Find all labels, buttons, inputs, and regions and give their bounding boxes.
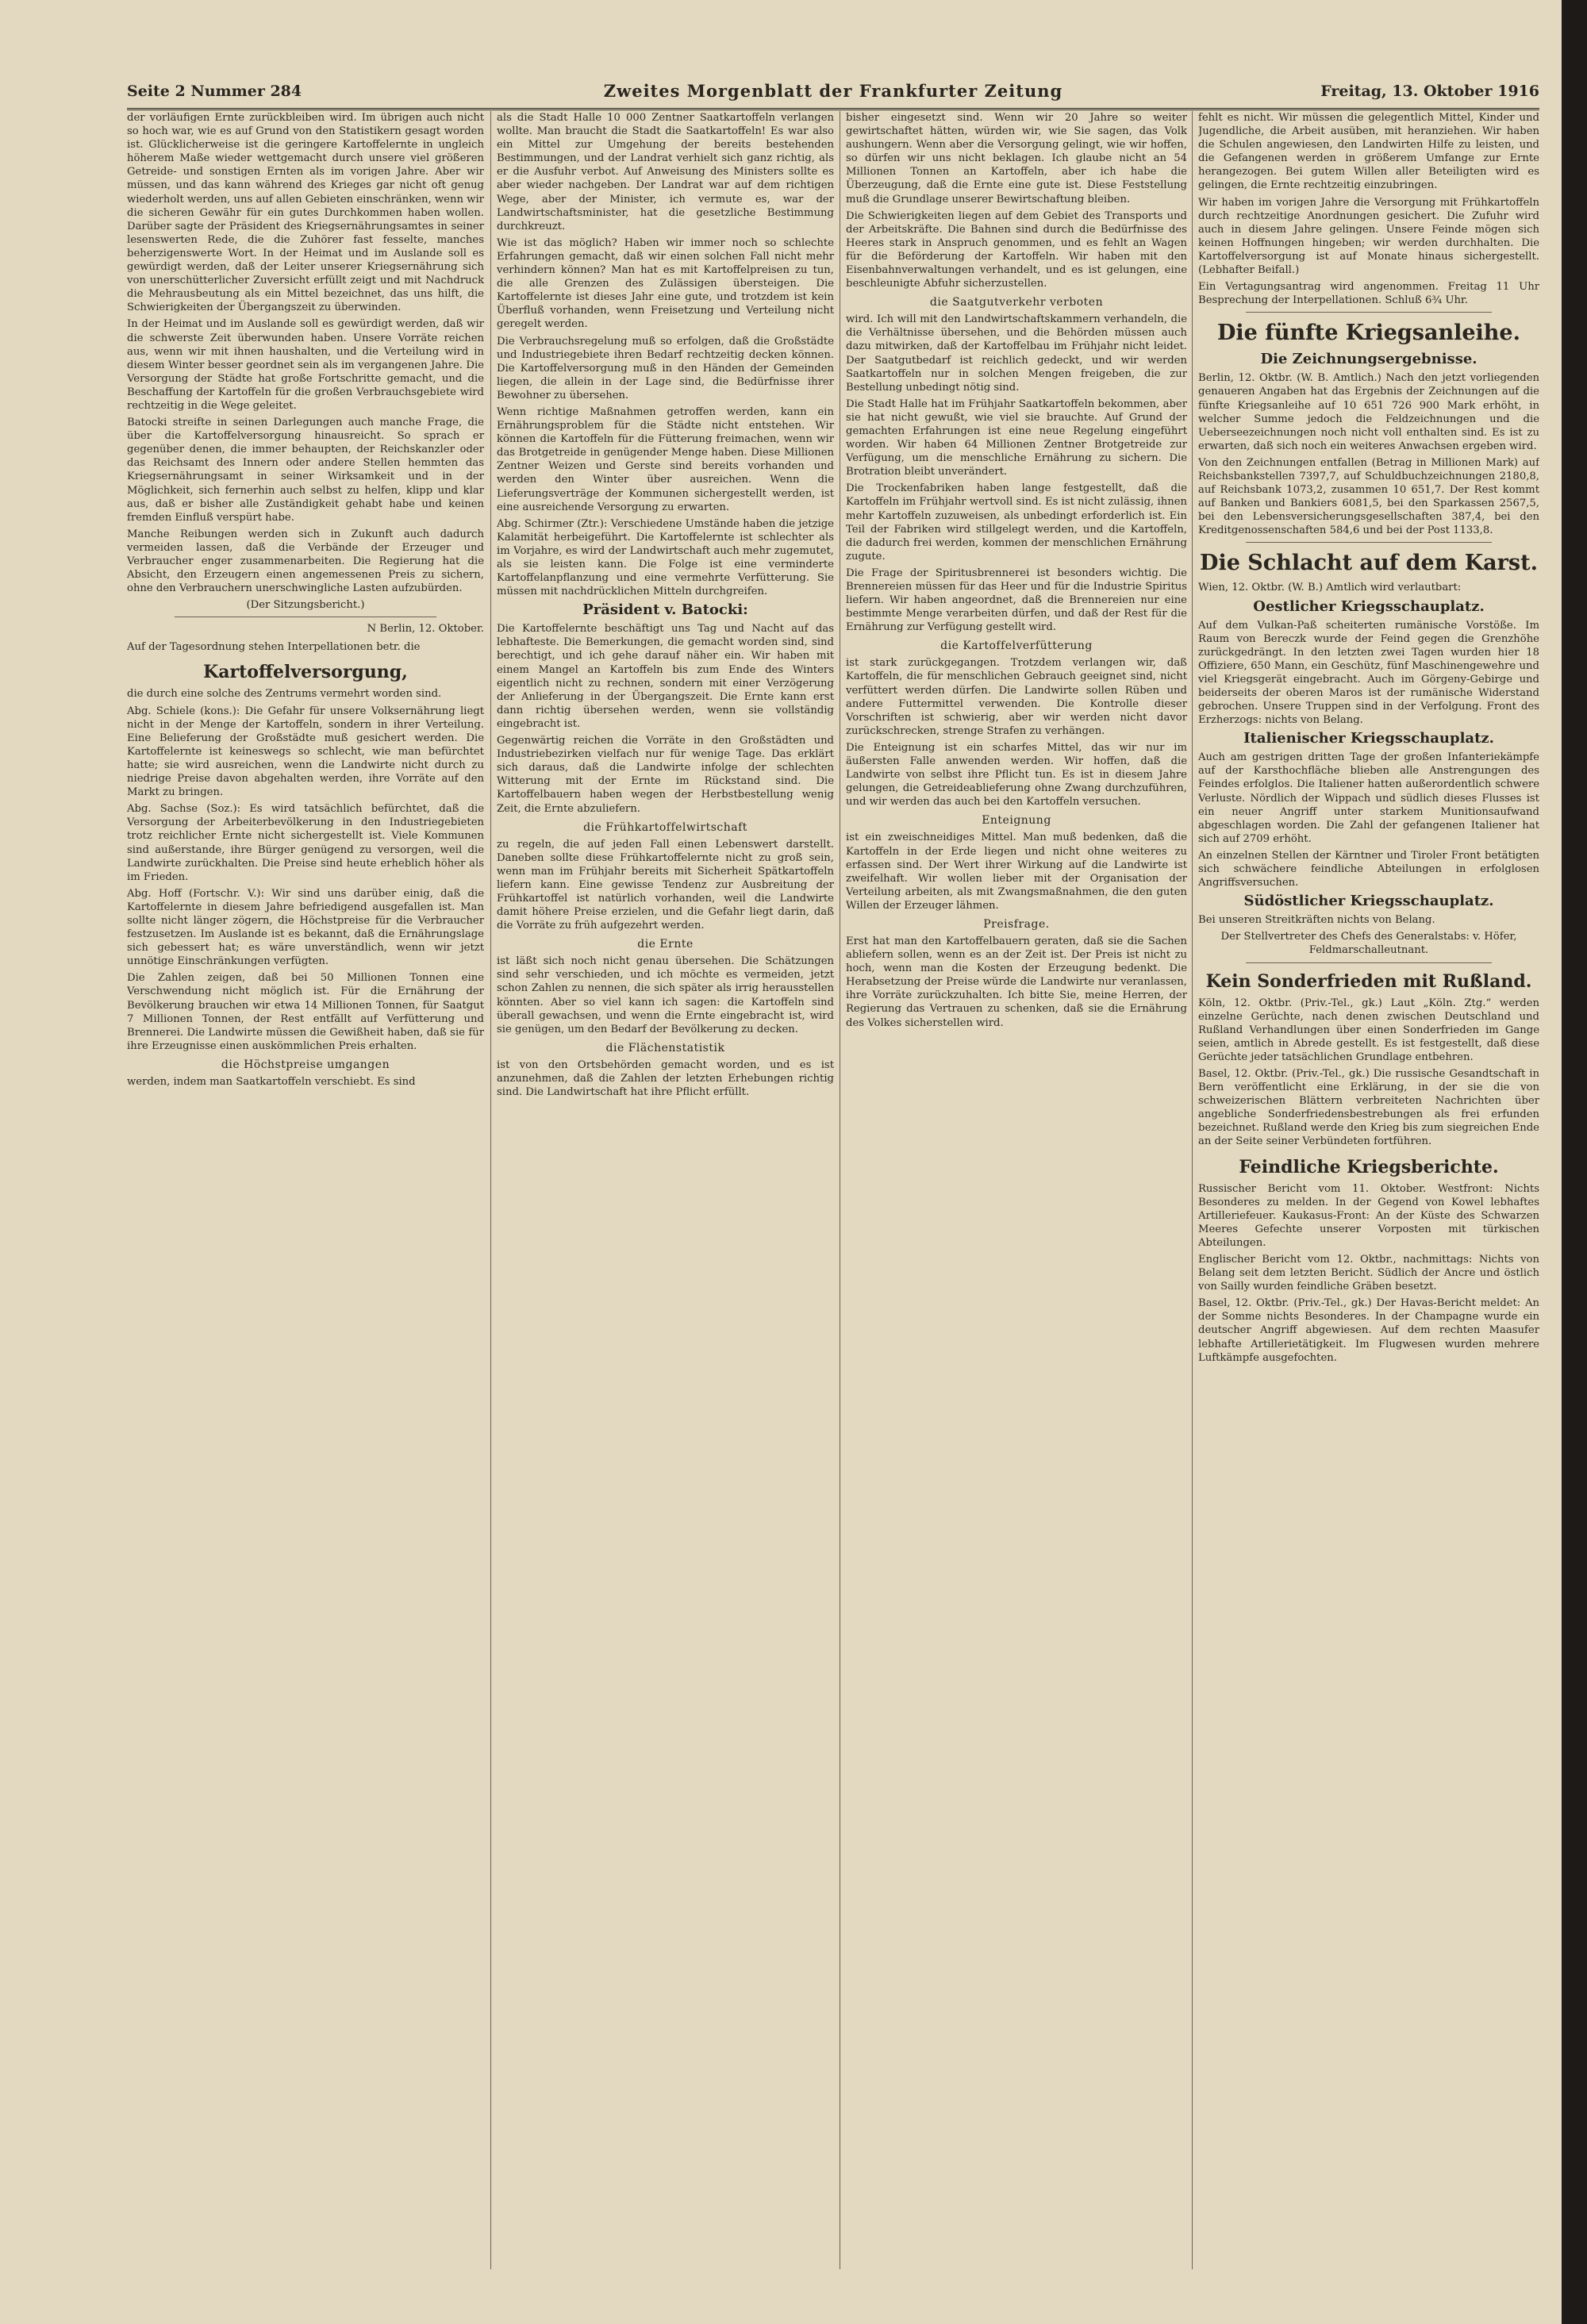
column-3 — [846, 111, 1187, 2269]
paragraph: bisher eingesetzt sind. Wenn wir 20 Jahre so weiter gewirtschaftet hätten, würden wir, wie Sie sagen, das Volk aushungern. Wenn aber die Versorgung gelingt, wie wir hoffen, so dürfen wir uns nicht beklagen. Ich glaube nicht an 54 Millionen Tonnen an Kartoffeln, aber ich habe die Überzeugung, daß die Ernte eine gute ist. Diese Feststellung muß die Grundlage unserer Bewirtschaftung bleiben. — [846, 112, 1187, 206]
paragraph: zu regeln, die auf jeden Fall einen Lebenswert darstellt. Daneben sollte diese Frühkartoffelernte nicht zu groß sein, wenn man im Frühjahr bereits mit Sicherheit Spätkartoffeln liefern kann. Eine gewisse Tendenz zur Ausbreitung der Frühkartoffel ist natürlich vorhanden, weil die Landwirte damit höhere Preise erzielen, und die Gefahr liegt darin, daß die Vorräte zu früh aufgezehrt werden. — [497, 838, 834, 932]
paragraph: Ein Vertagungsantrag wird angenommen. Freitag 11 Uhr Besprechung der Interpellationen. Schluß 6¾ Uhr. — [1198, 281, 1539, 307]
paragraph: Englischer Bericht vom 12. Oktbr., nachmittags: Nichts von Belang seit dem letzten Bericht. Südlich der Ancre und östlich von Sailly wurden feindliche Gräben besetzt. — [1198, 1254, 1539, 1293]
paragraph: Auch am gestrigen dritten Tage der großen Infanteriekämpfe auf der Karsthochfläche blieben alle Anstrengungen des Feindes erfolglos. Die Italiener hatten außerordentlich schwere Verluste. Nördlich der Wippach und südlich dieses Flusses ist ein neuer Angriff unter starkem Munitionsaufwand abgeschlagen worden. Die Zahl der gefangenen Italiener hat sich auf 2709 erhöht. — [1198, 751, 1539, 845]
article-headline: Die fünfte Kriegsanleihe. — [1216, 321, 1521, 346]
section-subheadline: Oestlicher Kriegsschauplatz. — [1253, 597, 1485, 615]
emphasis-line: Preisfrage. — [983, 917, 1050, 931]
paragraph: Auf dem Vulkan-Paß scheiterten rumänische Vorstöße. Im Raum von Bereczk wurde der Feind gegen die Grenzhöhe zurückgedrängt. In den letzten zwei Tagen wurden hier 18 Offiziere, 650 Mann, ein Geschütz, fünf Maschinengewehre und viel Kriegsgerät eingebracht. Auch im Görgeny-Gebirge und beiderseits der oberen Maros ist der rumänische Widerstand gebrochen. Unsere Truppen sind in der Verfolgung. Front des Erzherzogs: nichts von Belang. — [1198, 619, 1539, 727]
emphasis-line: die Höchstpreise umgangen — [221, 1058, 390, 1071]
paragraph: Auf der Tagesordnung stehen Interpellationen betr. die — [127, 641, 421, 654]
section-subheadline: Italienischer Kriegsschauplatz. — [1243, 730, 1494, 747]
paragraph: der vorläufigen Ernte zurückbleiben wird. Im übrigen auch nicht so hoch war, wie es auf Grund von den Statistikern gesagt worden ist. Glücklicherweise ist die geringere Kartoffelernte in ungleich höherem Maße wieder wettgemacht durch unsere viel größeren Getreide- und sonstigen Ernten als im vorigen Jahre. Aber wir müssen, und das kann während des Krieges gar nicht oft genug wiederholt werden, uns auf allen Gebieten einschränken, wenn wir die sicheren Gewähr für ein gutes Durchkommen haben wollen. Darüber sagte der Präsident des Kriegsernährungsamtes in seiner lesenswerten Rede, die die Zuhörer fast fesselte, manches beherzigenswerte Wort. In der Heimat und im Auslande soll es gewürdigt werden, daß der Leiter unserer Kriegsernährung sich von unerschütterlicher Zuversicht erfüllt zeigt und mit Nachdruck die Mehrausbeutung als ein Mittel bezeichnet, das uns hilft, die Schwierigkeiten der Übergangszeit zu überwinden. — [127, 112, 484, 314]
paragraph: Abg. Schirmer (Ztr.): Verschiedene Umstände haben die jetzige Kalamität herbeigeführt. Die Kartoffelernte ist schlechter als im Vorjahre, es wird der Landwirtschaft auch mehr zugemutet, als sie leisten kann. Die Folge ist eine verminderte Kartoffelanpflanzung und eine vermehrte Verfütterung. Sie müssen mit nachdrücklichen Mitteln durchgreifen. — [497, 517, 834, 598]
paragraph: Die Frage der Spiritusbrennerei ist besonders wichtig. Die Brennereien müssen für das Heer und für die Industrie Spiritus liefern. Wir haben angeordnet, daß die Brennereien nur eine bestimmte Menge verarbeiten dürfen, und daß der Rest für die Ernährung zur Verfügung gestellt wird. — [846, 567, 1187, 634]
column-rule — [1192, 111, 1193, 2269]
paragraph: ist läßt sich noch nicht genau übersehen. Die Schätzungen sind sehr verschieden, und ich möchte es vermeiden, jetzt schon Zahlen zu nennen, die sich später als irrig herausstellen könnten. Aber so viel kann ich sagen: die Kartoffeln sind überall gewachsen, und wenn die Ernte eingebracht ist, wird sie genügen, um den Bedarf der Bevölkerung zu decken. — [497, 955, 834, 1035]
paragraph: Manche Reibungen werden sich in Zukunft auch dadurch vermeiden lassen, daß die Verbände der Erzeuger und Verbraucher enger zusammenarbeiten. Die Regierung hat die Absicht, den Erzeugern einen angemessenen Preis zu sichern, ohne den Verbrauchern unerschwingliche Lasten aufzubürden. — [127, 528, 484, 595]
article-headline: Die Schlacht auf dem Karst. — [1200, 551, 1538, 576]
emphasis-line: die Flächenstatistik — [605, 1041, 725, 1054]
divider — [1246, 312, 1492, 313]
paragraph: Die Schwierigkeiten liegen auf dem Gebiet des Transports und der Arbeitskräfte. Die Bahnen sind durch die Bedürfnisse des Heeres stark in Anspruch genommen, und es fehlt an Wagen für die Beförderung der Kartoffeln. Wir haben mit den Eisenbahnverwaltungen verhandelt, und es ist gelungen, eine beschleunigte Abfuhr sicherzustellen. — [846, 209, 1187, 290]
paragraph: wird. Ich will mit den Landwirtschaftskammern verhandeln, die die Verhältnisse übersehen, und die Behörden müssen auch dazu mitwirken, daß der Kartoffelbau im Frühjahr nicht leidet. Der Saatgutbedarf ist reichlich gedeckt, und wir werden Saatkartoffeln nur in solchen Mengen freigeben, die zur Bestellung unbedingt nötig sind. — [846, 313, 1187, 394]
paragraph: fehlt es nicht. Wir müssen die gelegentlich Mittel, Kinder und Jugendliche, die Arbeit ausüben, mit heranziehen. Wir haben die Schulen angewiesen, den Landwirten Hilfe zu leisten, und die Gefangenen werden in größerem Umfange zur Ernte herangezogen. Bei gutem Willen aller Beteiligten wird es gelingen, die Ernte rechtzeitig einzubringen. — [1198, 112, 1539, 192]
session-report-note: (Der Sitzungsbericht.) — [246, 599, 365, 612]
issue-date: Freitag, 13. Oktober 1916 — [1320, 83, 1539, 100]
paragraph: ist von den Ortsbehörden gemacht worden, und es ist anzunehmen, daß die Zahlen der letzten Erhebungen richtig sind. Die Landwirtschaft hat ihre Pflicht erfüllt. — [497, 1058, 834, 1098]
emphasis-line: die Saatgutverkehr verboten — [929, 296, 1104, 309]
column-4 — [1198, 111, 1539, 2269]
emphasis-line: die Ernte — [637, 938, 694, 951]
paragraph: Von den Zeichnungen entfallen (Betrag in Millionen Mark) auf Reichsbankstellen 7397,7, auf Schuldbuchzeichnungen 2180,8, auf Reichsbank 1073,2, zusammen 10 651,7. Der Rest kommt auf Banken und Bankiers 6081,5, bei den Sparkassen 2567,5, bei den Lebensversicherungsgesellschaften 387,4, bei den Kreditgenossenschaften 584,6 und bei der Post 1133,8. — [1198, 456, 1539, 537]
article-headline: Kartoffelversorgung, — [203, 662, 408, 683]
column-rule — [490, 111, 491, 2269]
paragraph: Basel, 12. Oktbr. (Priv.-Tel., gk.) Der Havas-Bericht meldet: An der Somme nichts Besonderes. In der Champagne wurde ein deutscher Angriff abgewiesen. Auf dem rechten Maasufer lebhafte Artillerietätigkeit. Im Flugwesen wurden mehrere Luftkämpfe ausgefochten. — [1198, 1297, 1539, 1364]
columns — [127, 111, 1539, 2269]
paragraph: In der Heimat und im Auslande soll es gewürdigt werden, daß wir die schwerste Zeit überwunden haben. Unsere Vorräte reichen aus, wenn wir mit ihnen haushalten, und die Verteilung wird in diesem Winter besser geordnet sein als im vergangenen Jahre. Die Versorgung der Städte hat große Fortschritte gemacht, und die Beschaffung der Kartoffeln für die großen Verbrauchsgebiete wird rechtzeitig in die Wege geleitet. — [127, 318, 484, 412]
article-headline: Kein Sonderfrieden mit Rußland. — [1205, 970, 1532, 992]
page-number: Seite 2 Nummer 284 — [127, 83, 302, 100]
paragraph: Die Verbrauchsregelung muß so erfolgen, daß die Großstädte und Industriegebiete ihren Bedarf rechtzeitig decken können. Die Kartoffelversorgung muß in den Händen der Gemeinden liegen, die allein in der Lage sind, die Bedürfnisse ihrer Bewohner zu übersehen. — [497, 335, 834, 401]
paragraph: Die Kartoffelernte beschäftigt uns Tag und Nacht auf das lebhafteste. Die Bemerkungen, die gemacht worden sind, sind berechtigt, und ich gehe darauf näher ein. Wir haben mit einem Mangel an Kartoffeln bis zum Ende des Winters eigentlich nicht zu rechnen, sondern mit einer Verzögerung der Anlieferung in der Übergangszeit. Die Ernte kann erst dann richtig übersehen werden, wenn sie vollständig eingebracht ist. — [497, 623, 834, 730]
paragraph: Basel, 12. Oktbr. (Priv.-Tel., gk.) Die russische Gesandtschaft in Bern veröffentlicht eine Erklärung, in der sie die von schweizerischen Blättern verbreiteten Nachrichten über angebliche Sonderfriedensbestrebungen als frei erfunden bezeichnet. Rußland werde den Krieg bis zum siegreichen Ende an der Seite seiner Verbündeten fortführen. — [1198, 1067, 1539, 1148]
emphasis-line: Enteignung — [982, 814, 1051, 828]
article-subheadline: Die Zeichnungsergebnisse. — [1260, 351, 1477, 368]
section-subheadline: Südöstlicher Kriegsschauplatz. — [1243, 893, 1494, 910]
paragraph: Gegenwärtig reichen die Vorräte in den Großstädten und Industriebezirken vielfach nur für wenige Tage. Das erklärt sich daraus, daß die Landwirte infolge der schlechten Witterung mit der Ernte im Rückstand sind. Die Kartoffelbauern haben wegen der Herbstbestellung wenig Zeit, die Ernte abzuliefern. — [497, 735, 834, 815]
dateline: N Berlin, 12. Oktober. — [367, 623, 484, 636]
column-2 — [497, 111, 834, 2269]
article-headline: Feindliche Kriegsberichte. — [1239, 1156, 1499, 1177]
divider — [1246, 542, 1492, 543]
paragraph: Abg. Sachse (Soz.): Es wird tatsächlich befürchtet, daß die Versorgung der Arbeiterbevölkerung in den Industriegebieten trotz reichlicher Ernte nicht sichergestellt ist. Viele Kommunen sind außerstande, ihre Bürger genügend zu versorgen, weil die Landwirte zurückhalten. Die Preise sind heute erheblich höher als im Frieden. — [127, 803, 484, 883]
emphasis-line: die Frühkartoffelwirtschaft — [583, 820, 747, 834]
paragraph: Berlin, 12. Oktbr. (W. B. Amtlich.) Nach den jetzt vorliegenden genaueren Angaben hat das Ergebnis der Zeichnungen auf die fünfte Kriegsanleihe auf 10 651 726 900 Mark erhöht, in welcher Summe jedoch die Feldzeichnungen und die Ueberseezeichnungen noch nicht voll enthalten sind. Es ist zu erwarten, daß sich noch ein weiteres Anwachsen ergeben wird. — [1198, 372, 1539, 452]
divider — [1246, 962, 1492, 963]
column-1 — [127, 111, 484, 2269]
paragraph: ist ein zweischneidiges Mittel. Man muß bedenken, daß die Kartoffeln in der Erde liegen und nicht ohne weiteres zu erfassen sind. Der Wert ihrer Wirkung auf die Landwirte ist zweifelhaft. Wir wollen lieber mit der Organisation der Verteilung arbeiten, als mit Zwangsmaßnahmen, die den guten Willen der Erzeuger lähmen. — [846, 832, 1187, 912]
paragraph: werden, indem man Saatkartoffeln verschiebt. Es sind — [127, 1075, 416, 1088]
paragraph: Erst hat man den Kartoffelbauern geraten, daß sie die Sachen abliefern sollen, wenn es an der Zeit ist. Der Preis ist nicht zu hoch, wenn man die Kosten der Erzeugung bedenkt. Die Herabsetzung der Preise würde die Landwirte nur veranlassen, ihre Vorräte zurückzuhalten. Ich bitte Sie, meine Herren, der Regierung das Vertrauen zu schenken, daß sie die Ernährung des Volkes sicherstellen wird. — [846, 935, 1187, 1029]
paragraph: Abg. Hoff (Fortschr. V.): Wir sind uns darüber einig, daß die Kartoffelernte in diesem Jahre befriedigend ausgefallen ist. Man sollte nicht länger zögern, die Höchstpreise für die Verbraucher festzusetzen. Im Auslande ist es bekannt, daß die Ernährungslage sich gebessert hat; es wäre unverständlich, wenn wir jetzt unnötige Einschränkungen verfügten. — [127, 887, 484, 968]
paragraph: Die Trockenfabriken haben lange festgestellt, daß die Kartoffeln im Frühjahr wertvoll sind. Es ist nicht zulässig, ihnen mehr Kartoffeln zuzuweisen, als unbedingt erforderlich ist. Ein Teil der Fabriken wird stillgelegt werden, und die Kartoffeln, die dadurch frei werden, kommen der menschlichen Ernährung zugute. — [846, 482, 1187, 563]
paragraph: als die Stadt Halle 10 000 Zentner Saatkartoffeln verlangen wollte. Man braucht die Stadt die Saatkartoffeln! Es war also ein Mittel zur Umgehung der bereits bestehenden Bestimmungen, und der Landrat verhielt sich ganz richtig, als er die Ausfuhr verbot. Auf Anweisung des Ministers sollte es aber wieder nachgeben. Der Landrat war auf dem richtigen Wege, aber der Minister, ich vermute es, war der Landwirtschaftsminister, hat die gesetzliche Bestimmung durchkreuzt. — [497, 112, 834, 232]
paragraph: Russischer Bericht vom 11. Oktober. Westfront: Nichts Besonderes zu melden. In der Gegend von Kowel lebhaftes Artilleriefeuer. Kaukasus-Front: An der Küste des Schwarzen Meeres Gefechte unserer Vorposten mit türkischen Abteilungen. — [1198, 1182, 1539, 1249]
paragraph: Die Stadt Halle hat im Frühjahr Saatkartoffeln bekommen, aber sie hat nicht gewußt, wie viel sie brauchte. Auf Grund der gemachten Erfahrungen ist eine neue Regelung eingeführt worden. Wir haben 64 Millionen Zentner Brotgetreide zur Verfügung, um die menschliche Ernährung zu sichern. Die Brotration bleibt unverändert. — [846, 398, 1187, 478]
paragraph: Die Zahlen zeigen, daß bei 50 Millionen Tonnen eine Verschwendung nicht möglich ist. Für die Ernährung der Bevölkerung brauchen wir etwa 14 Millionen Tonnen, für Saatgut 7 Millionen Tonnen, der Rest entfällt auf Verfütterung und Brennerei. Die Landwirte müssen die Gewißheit haben, daß sie für ihre Erzeugnisse einen auskömmlichen Preis erhalten. — [127, 972, 484, 1052]
paragraph: Köln, 12. Oktbr. (Priv.-Tel., gk.) Laut „Köln. Ztg.“ werden einzelne Gerüchte, nach denen zwischen Deutschland und Rußland Verhandlungen über einen Sonderfrieden im Gange seien, amtlich in Abrede gestellt. Es ist festgestellt, daß diese Gerüchte jeder tatsächlichen Grundlage entbehren. — [1198, 997, 1539, 1063]
scan-edge — [1562, 0, 1587, 2324]
paragraph: Wie ist das möglich? Haben wir immer noch so schlechte Erfahrungen gemacht, daß wir einen solchen Fall nicht mehr verhindern können? Man hat es mit Kartoffelpreisen zu tun, die alle Grenzen des Zulässigen übersteigen. Die Kartoffelernte ist dieses Jahr eine gute, und trotzdem ist kein Überfluß vorhanden, wenn Freisetzung und Verteilung nicht geregelt werden. — [497, 236, 834, 331]
masthead — [127, 79, 1539, 110]
signature-line: Der Stellvertreter des Chefs des Generalstabs: v. Höfer, Feldmarschalleutnant. — [1220, 931, 1517, 957]
paragraph: Abg. Schiele (kons.): Die Gefahr für unsere Volksernährung liegt nicht in der Menge der Kartoffeln, sondern in ihrer Verteilung. Eine Belieferung der Großstädte muß gesichert werden. Die Kartoffelernte ist keineswegs so schlecht, wie man befürchtet hatte; sie wird ausreichen, wenn die Landwirte nicht durch zu niedrige Preise davon abgehalten werden, ihre Vorräte auf den Markt zu bringen. — [127, 705, 484, 799]
paragraph: Wenn richtige Maßnahmen getroffen werden, kann ein Ernährungsproblem für die Städte nicht entstehen. Wir können die Kartoffeln für die Fütterung freimachen, wenn wir das Brotgetreide in genügender Menge haben. Diese Millionen Zentner Weizen und Gerste sind bereits vorhanden und werden den Winter über ausreichen. Wenn die Lieferungsverträge der Kommunen sichergestellt werden, ist eine ausreichende Versorgung zu erwarten. — [497, 405, 834, 513]
paragraph: die durch eine solche des Zentrums vermehrt worden sind. — [127, 688, 442, 701]
paragraph: ist stark zurückgegangen. Trotzdem verlangen wir, daß Kartoffeln, die für menschlichen Gebrauch geeignet sind, nicht verfüttert werden dürfen. Die Landwirte sollen Rüben und andere Futtermittel verwenden. Die Kontrolle dieser Vorschriften ist schwierig, aber wir werden nicht davor zurückschrecken, strenge Strafen zu verhängen. — [846, 657, 1187, 737]
emphasis-line: die Kartoffelverfütterung — [940, 640, 1093, 653]
newspaper-title: Zweites Morgenblatt der Frankfurter Zeitung — [603, 81, 1063, 101]
paragraph: Bei unseren Streitkräften nichts von Belang. — [1198, 914, 1435, 927]
paragraph: Die Enteignung ist ein scharfes Mittel, das wir nur im äußersten Falle anwenden werden. Wir hoffen, daß die Landwirte von selbst ihre Pflicht tun. Es ist in diesem Jahre gelungen, die Getreideablieferung ohne Zwang durchzuführen, und wir werden das auch bei den Kartoffeln versuchen. — [846, 741, 1187, 809]
paragraph: Wir haben im vorigen Jahre die Versorgung mit Frühkartoffeln durch rechtzeitige Anordnungen gesichert. Die Zufuhr wird auch in diesem Jahre gelingen. Unsere Feinde mögen sich keinen Hoffnungen hingeben; wir werden durchhalten. Die Kartoffelversorgung ist auf Monate hinaus sichergestellt. (Lebhafter Beifall.) — [1198, 196, 1539, 277]
paragraph: Wien, 12. Oktbr. (W. B.) Amtlich wird verlautbart: — [1198, 582, 1462, 594]
speaker-heading: Präsident v. Batocki: — [582, 601, 748, 619]
paragraph: An einzelnen Stellen der Kärntner und Tiroler Front betätigten sich schwächere feindliche Abteilungen in erfolglosen Angriffsversuchen. — [1198, 849, 1539, 889]
paragraph: Batocki streifte in seinen Darlegungen auch manche Frage, die über die Kartoffelversorgung hinausreicht. So sprach er gegenüber denen, die immer behaupten, der Reichskanzler oder das Reichsamt des Innern oder andere Stellen hemmten das Kriegsernährungsamt in seiner Wirksamkeit und in der Möglichkeit, sich fernerhin auch selbst zu helfen, klipp und klar aus, daß er bisher alle Zuständigkeit gehabt habe und keinen fremden Einfluß verspürt habe. — [127, 417, 484, 524]
